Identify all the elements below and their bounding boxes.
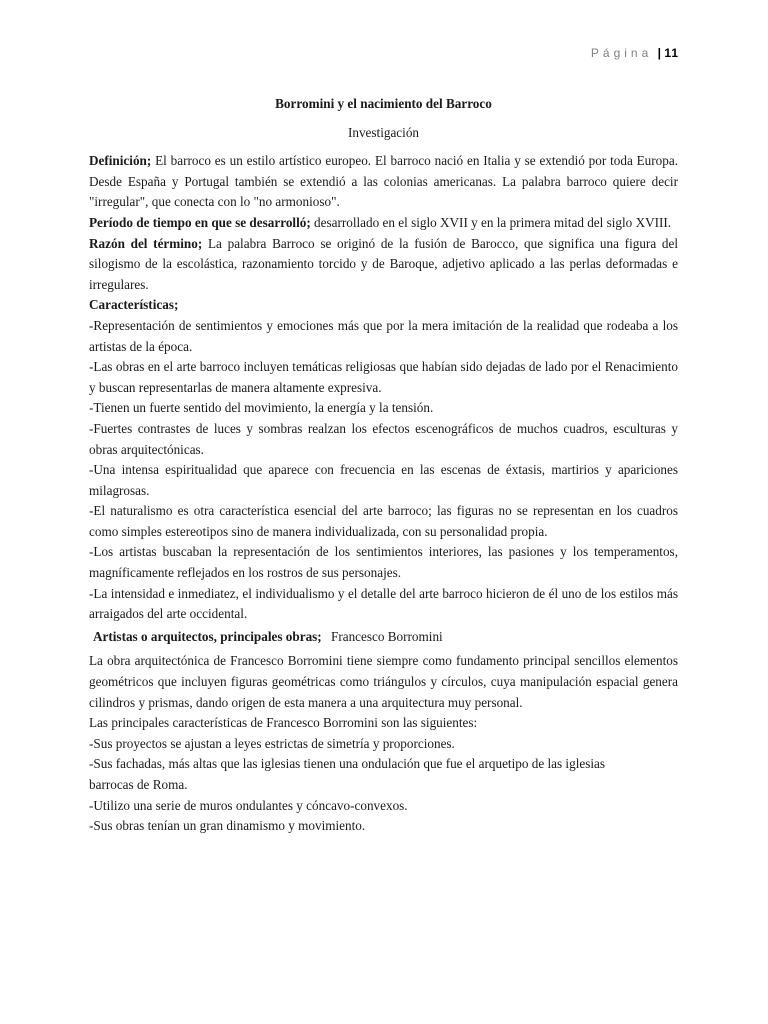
caracteristicas-heading: Características; [89,297,179,313]
periodo-paragraph [89,213,678,234]
list-item: -Fuertes contrastes de luces y sombras realzan los efectos escenográficos de muchos cuadros, esculturas y obras arquitectónicas. [89,420,678,457]
list-item: -Sus obras tenían un gran dinamismo y movimiento. [89,818,366,834]
list-item: -El naturalismo es otra característica esencial del arte barroco; las figuras no se representan en los cuadros como simples estereotipos sino de manera individualizada, con su personalidad propia. [89,503,678,539]
borromini-intro: La obra arquitectónica de Francesco Borromini tiene siempre como fundamento principal sencillos elementos geométricos que incluyen figuras geométricas como triángulos y círculos, cuya manipulación espacial genera cilindros y prismas, dando origen de esta manera a una arquitectura muy personal. [89,653,678,710]
document-title: Borromini y el nacimiento del Barroco [275,96,492,111]
razon-paragraph [89,234,678,296]
list-item: -Los artistas buscaban la representación de los sentimientos interiores, las pasiones y los temperamentos, magníficamente reflejados en los rostros de sus personajes. [89,544,678,581]
artistas-name: Francesco Borromini [331,628,443,644]
razon-text: La palabra Barroco se originó de la fusión de Barocco, que significa una figura del silogismo de la escolástica, razonamiento torcido y de Baroque, adjetivo aplicado a las perlas deformadas e irregulares. [89,235,678,292]
list-item: -La intensidad e inmediatez, el individualismo y el detalle del arte barroco hicieron de él uno de los estilos más arraigados del arte occidental. [89,585,678,622]
list-item: -Sus fachadas, más altas que las iglesias tienen una ondulación que fue el arquetipo de las iglesias barrocas de Roma. [89,756,605,792]
list-item: -Representación de sentimientos y emociones más que por la mera imitación de la realidad que rodeaba a los artistas de la época. [89,317,678,354]
definicion-label: Definición; [89,153,152,169]
razon-label: Razón del término; [89,235,203,251]
list-item: -Tienen un fuerte sentido del movimiento, la energía y la tensión. [89,400,434,416]
borromini-lead: Las principales características de Francesco Borromini son las siguientes: [89,715,478,731]
document-body [89,94,678,837]
page-header [591,46,679,60]
header-separator: | [657,46,661,60]
document-subtitle: Investigación [347,124,420,140]
list-item: -Las obras en el arte barroco incluyen temáticas religiosas que habían sido dejadas de lado por el Renacimiento y buscan representarlas de manera altamente expresiva. [89,359,678,395]
definicion-paragraph [89,151,678,213]
definicion-text: El barroco es un estilo artístico europeo. El barroco nació en Italia y se extendió por toda Europa. Desde España y Portugal también se extendió a las colonias americanas. La palabra barroco quiere decir "irregular", que conecta con lo "no armonioso". [89,153,679,210]
list-item: -Sus proyectos se ajustan a leyes estrictas de simetría y proporciones. [89,735,455,751]
periodo-label: Período de tiempo en que se desarrolló; [89,214,311,230]
list-item: -Utilizo una serie de muros ondulantes y cóncavo-convexos. [89,797,408,813]
page-number: 11 [664,46,679,60]
artistas-line [89,627,678,648]
periodo-text: desarrollado en el siglo XVII y en la primera mitad del siglo XVIII. [314,214,672,230]
page-word: Página [590,46,653,60]
artistas-label: Artistas o arquitectos, principales obras; [93,628,322,644]
list-item: -Una intensa espiritualidad que aparece con frecuencia en las escenas de éxtasis, martirios y apariciones milagrosas. [89,462,678,498]
